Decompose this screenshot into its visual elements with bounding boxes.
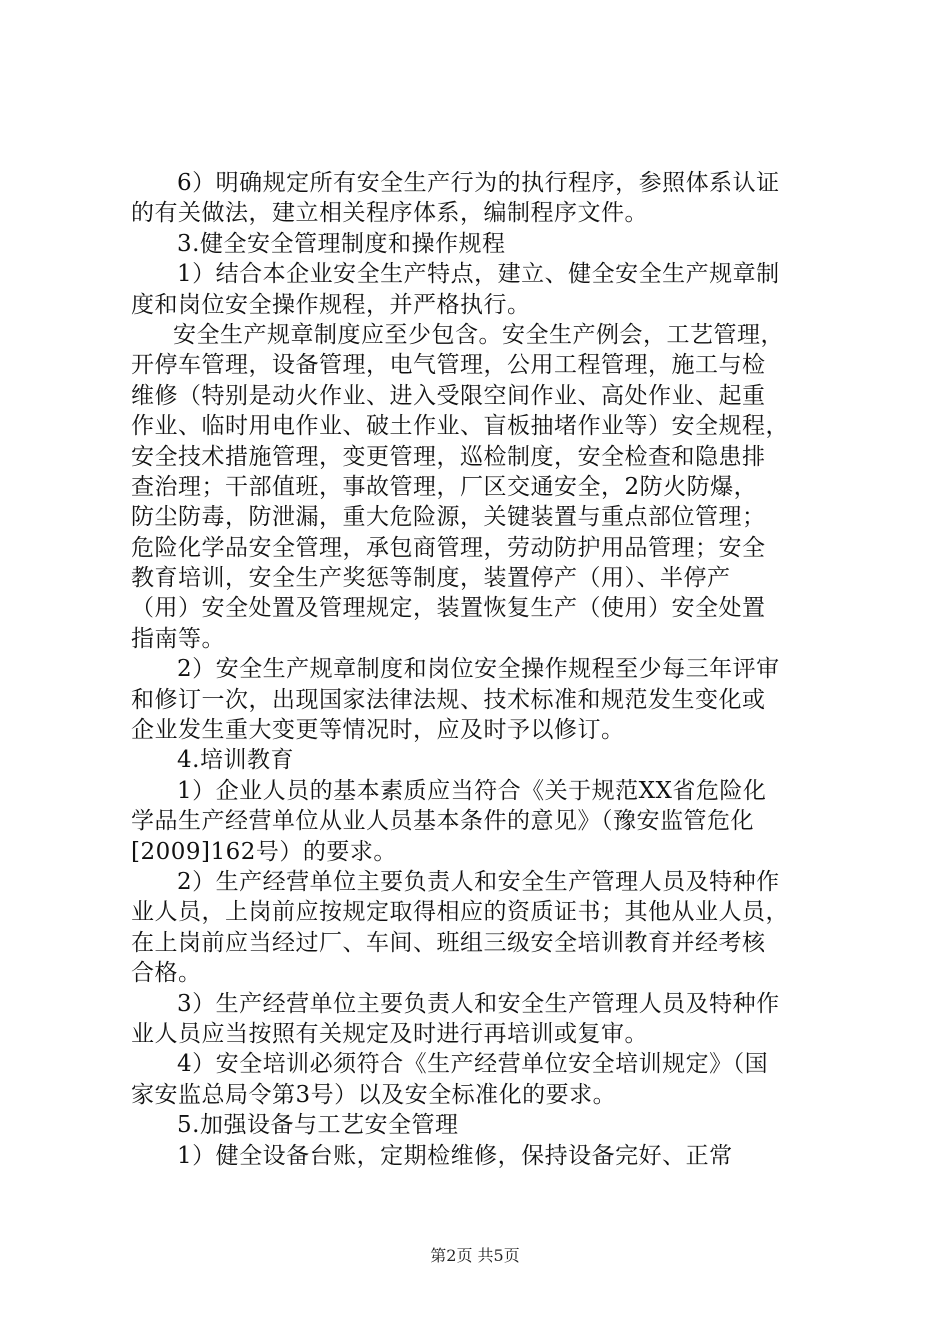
paragraph-line: 合格。 bbox=[131, 960, 202, 987]
page-number-footer: 第2页 共5页 bbox=[430, 1246, 520, 1265]
paragraph-line: （用）安全处置及管理规定，装置恢复生产（使用）安全处置 bbox=[131, 595, 766, 622]
paragraph-line: 教育培训，安全生产奖惩等制度，装置停产（用）、半停产 bbox=[131, 565, 731, 592]
paragraph-line: 危险化学品安全管理，承包商管理，劳动防护用品管理；安全 bbox=[131, 534, 766, 561]
paragraph-line: 家安监总局令第3号）以及安全标准化的要求。 bbox=[131, 1081, 617, 1108]
paragraph-line: 查治理；干部值班，事故管理，厂区交通安全，2防火防爆， bbox=[131, 473, 758, 500]
paragraph-line: 维修（特别是动火作业、进入受限空间作业、高处作业、起重 bbox=[131, 382, 766, 409]
paragraph-line: 和修订一次，出现国家法律法规、技术标准和规范发生变化或 bbox=[131, 686, 766, 713]
paragraph-line: 作业、临时用电作业、破土作业、盲板抽堵作业等）安全规程， bbox=[131, 413, 789, 440]
paragraph-line: 业人员应当按照有关规定及时进行再培训或复审。 bbox=[131, 1020, 648, 1047]
paragraph-line: 企业发生重大变更等情况时，应及时予以修订。 bbox=[131, 717, 625, 744]
paragraph-line: 开停车管理，设备管理，电气管理，公用工程管理，施工与检 bbox=[131, 352, 766, 379]
paragraph-line: 1）企业人员的基本素质应当符合《关于规范XX省危险化 bbox=[177, 777, 767, 804]
paragraph-line: 学品生产经营单位从业人员基本条件的意见》（豫安监管危化 bbox=[131, 808, 754, 835]
document-body bbox=[131, 168, 831, 1171]
paragraph-line: 4）安全培训必须符合《生产经营单位安全培训规定》（国 bbox=[177, 1051, 769, 1078]
paragraph-line: 2）安全生产规章制度和岗位安全操作规程至少每三年评审 bbox=[177, 656, 780, 683]
paragraph-line: 1）结合本企业安全生产特点，建立、健全安全生产规章制 bbox=[177, 261, 780, 288]
paragraph-line: 安全技术措施管理，变更管理，巡检制度，安全检查和隐患排 bbox=[131, 443, 766, 470]
paragraph-line: 防尘防毒，防泄漏，重大危险源，关键装置与重点部位管理； bbox=[131, 504, 766, 531]
paragraph-line: 1）健全设备台账，定期检维修，保持设备完好、正常 bbox=[177, 1142, 733, 1169]
paragraph-line: 3）生产经营单位主要负责人和安全生产管理人员及特种作 bbox=[177, 990, 780, 1017]
paragraph-line: 6）明确规定所有安全生产行为的执行程序，参照体系认证 bbox=[177, 170, 780, 196]
section-heading: 5.加强设备与工艺安全管理 bbox=[177, 1112, 459, 1139]
paragraph-line: 度和岗位安全操作规程，并严格执行。 bbox=[131, 291, 531, 318]
paragraph-line: 在上岗前应当经过厂、车间、班组三级安全培训教育并经考核 bbox=[131, 929, 766, 956]
section-heading: 3.健全安全管理制度和操作规程 bbox=[177, 230, 506, 257]
paragraph-line: 指南等。 bbox=[131, 625, 225, 652]
paragraph-line: 2）生产经营单位主要负责人和安全生产管理人员及特种作 bbox=[177, 868, 780, 895]
paragraph-line: [2009]162号）的要求。 bbox=[131, 838, 397, 865]
paragraph-line: 安全生产规章制度应至少包含。安全生产例会，工艺管理， bbox=[173, 321, 784, 348]
paragraph-line: 的有关做法，建立相关程序体系，编制程序文件。 bbox=[131, 200, 648, 227]
section-heading: 4.培训教育 bbox=[177, 747, 294, 774]
paragraph-line: 业人员，上岗前应按规定取得相应的资质证书；其他从业人员， bbox=[131, 899, 789, 926]
